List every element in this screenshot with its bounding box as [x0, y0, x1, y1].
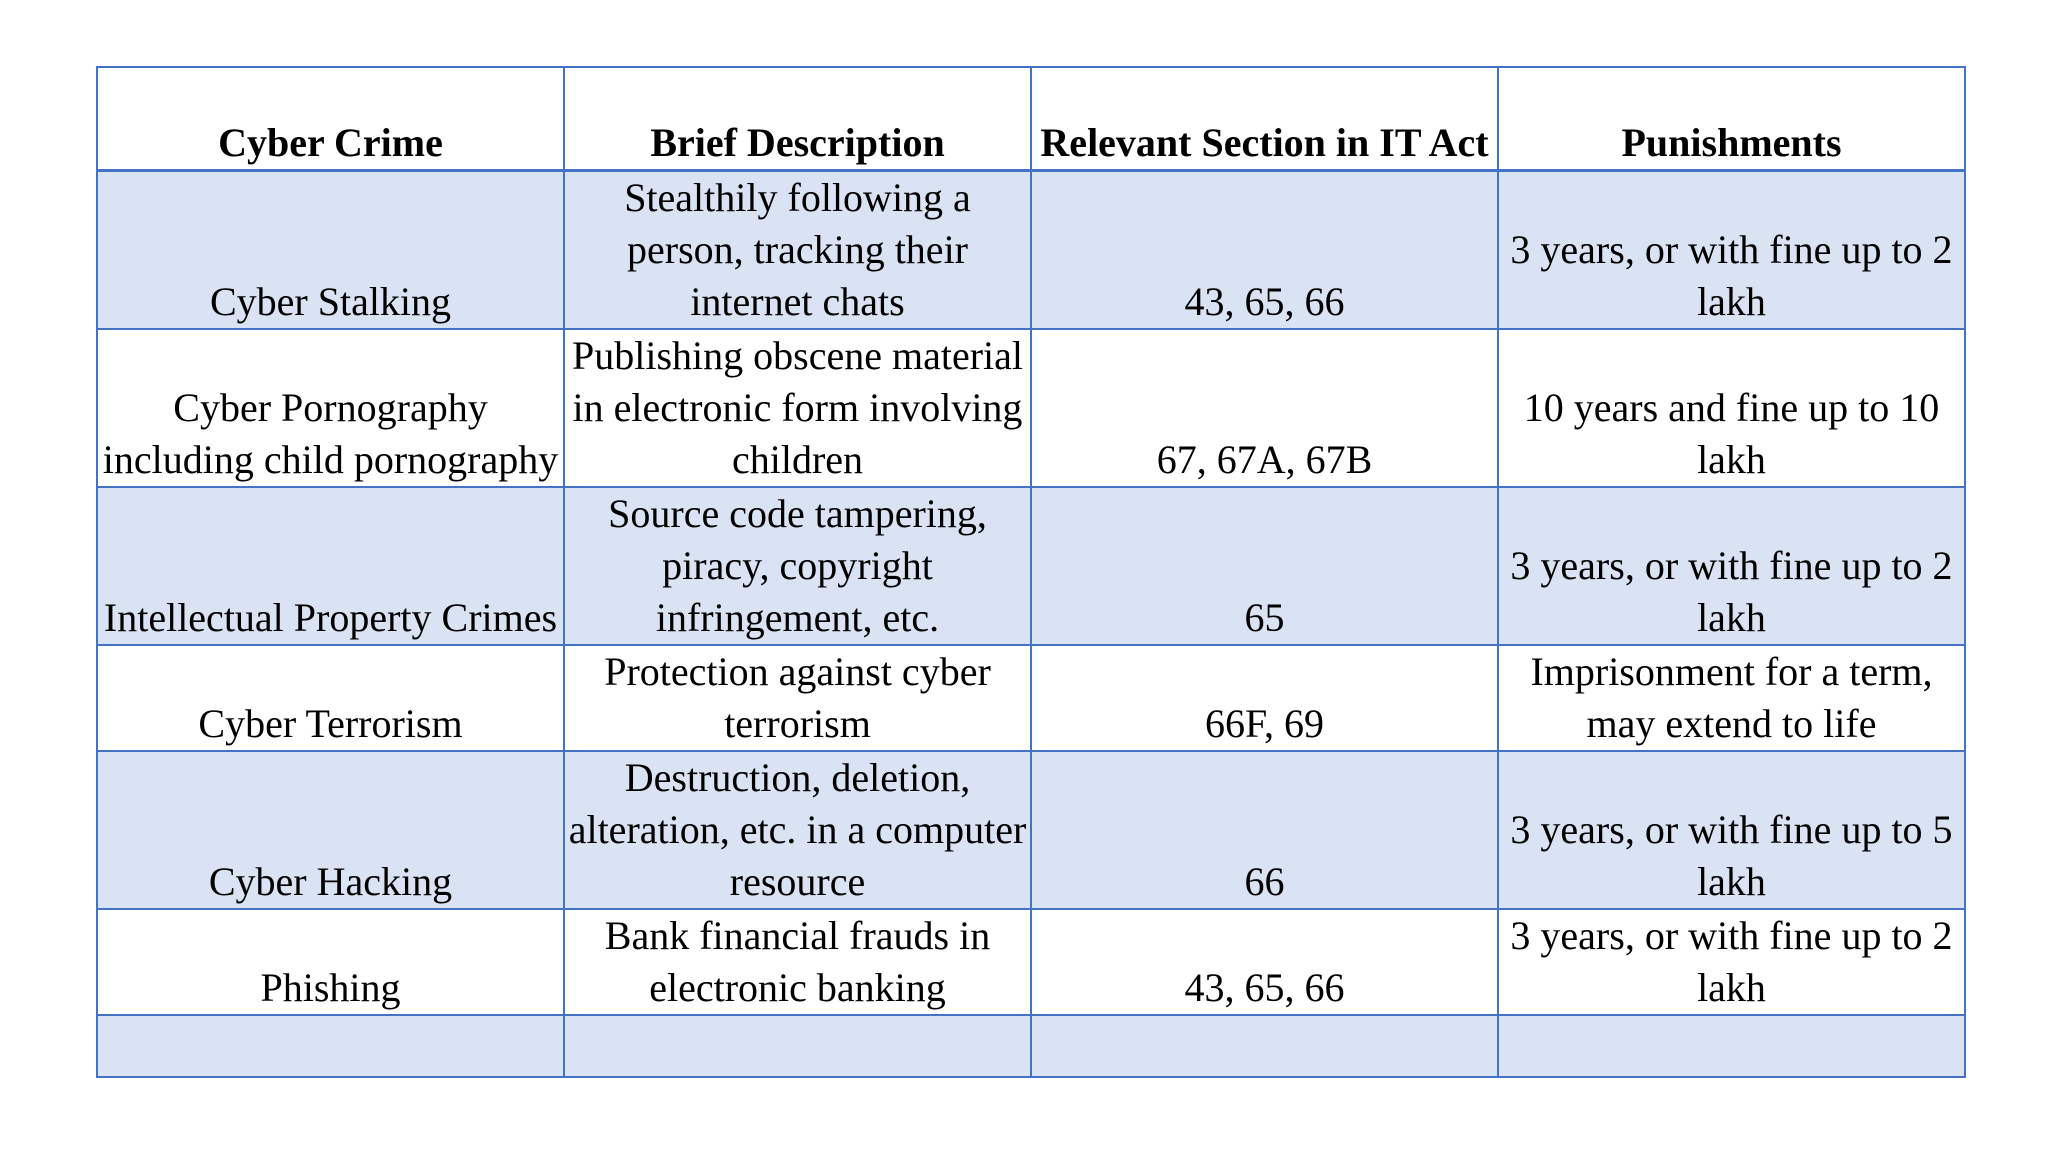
cell-brief-description: Publishing obscene material in electronic form involving children	[564, 329, 1031, 487]
cell-relevant-section: 65	[1031, 487, 1498, 645]
cyber-crime-table	[96, 66, 1966, 1078]
cell-cyber-crime: Cyber Pornography including child pornography	[97, 329, 564, 487]
empty-table-row	[97, 1015, 1965, 1077]
cell-punishments: 3 years, or with fine up to 2 lakh	[1498, 487, 1965, 645]
table-row	[97, 645, 1965, 751]
cell-punishments: 10 years and fine up to 10 lakh	[1498, 329, 1965, 487]
cell-brief-description: Source code tampering, piracy, copyright infringement, etc.	[564, 487, 1031, 645]
table-row	[97, 487, 1965, 645]
cell-relevant-section: 66F, 69	[1031, 645, 1498, 751]
header-punishments: Punishments	[1498, 67, 1965, 171]
cell-relevant-section: 43, 65, 66	[1031, 909, 1498, 1015]
header-row	[97, 67, 1965, 171]
table-row	[97, 329, 1965, 487]
cell-cyber-crime: Cyber Terrorism	[97, 645, 564, 751]
header-relevant-section: Relevant Section in IT Act	[1031, 67, 1498, 171]
empty-cell	[1498, 1015, 1965, 1077]
cell-brief-description: Stealthily following a person, tracking their internet chats	[564, 171, 1031, 330]
cell-cyber-crime: Cyber Hacking	[97, 751, 564, 909]
table-row	[97, 751, 1965, 909]
cell-punishments: 3 years, or with fine up to 2 lakh	[1498, 171, 1965, 330]
cell-relevant-section: 43, 65, 66	[1031, 171, 1498, 330]
cell-punishments: Imprisonment for a term, may extend to life	[1498, 645, 1965, 751]
cell-cyber-crime: Cyber Stalking	[97, 171, 564, 330]
header-cyber-crime: Cyber Crime	[97, 67, 564, 171]
header-brief-description: Brief Description	[564, 67, 1031, 171]
cell-brief-description: Protection against cyber terrorism	[564, 645, 1031, 751]
cell-cyber-crime: Intellectual Property Crimes	[97, 487, 564, 645]
cell-punishments: 3 years, or with fine up to 5 lakh	[1498, 751, 1965, 909]
cell-brief-description: Destruction, deletion, alteration, etc. in a computer resource	[564, 751, 1031, 909]
cell-relevant-section: 66	[1031, 751, 1498, 909]
table-row	[97, 909, 1965, 1015]
empty-cell	[1031, 1015, 1498, 1077]
empty-cell	[97, 1015, 564, 1077]
cell-cyber-crime: Phishing	[97, 909, 564, 1015]
empty-cell	[564, 1015, 1031, 1077]
cell-punishments: 3 years, or with fine up to 2 lakh	[1498, 909, 1965, 1015]
cell-relevant-section: 67, 67A, 67B	[1031, 329, 1498, 487]
table-row	[97, 171, 1965, 330]
cell-brief-description: Bank financial frauds in electronic banking	[564, 909, 1031, 1015]
